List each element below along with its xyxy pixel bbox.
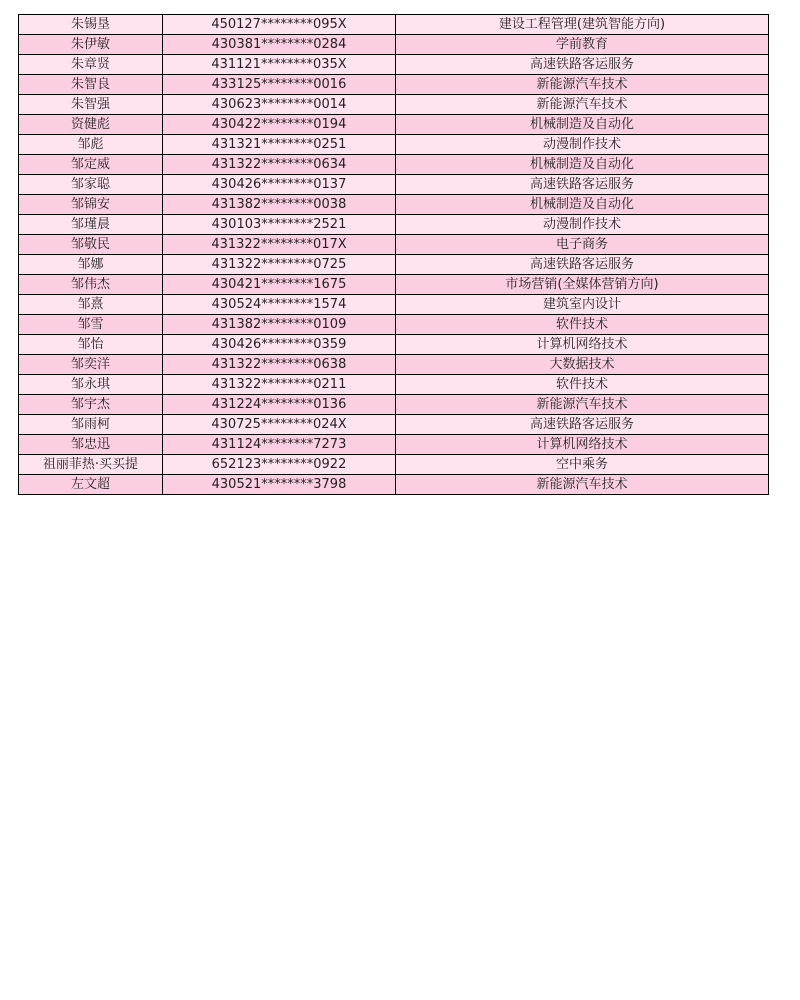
student-name-cell: 祖丽菲热·买买提 [19,455,163,475]
table-row [19,215,769,235]
id-number-cell: 431382********0038 [163,195,396,215]
major-cell: 新能源汽车技术 [396,95,769,115]
table-row [19,55,769,75]
student-name-cell: 朱智强 [19,95,163,115]
student-table [18,14,769,495]
student-name-cell: 邹娜 [19,255,163,275]
table-row [19,115,769,135]
table-row [19,275,769,295]
student-name-cell: 左文超 [19,475,163,495]
table-row [19,375,769,395]
id-number-cell: 430524********1574 [163,295,396,315]
student-name-cell: 邹宇杰 [19,395,163,415]
major-cell: 机械制造及自动化 [396,155,769,175]
id-number-cell: 430421********1675 [163,275,396,295]
table-row [19,435,769,455]
student-name-cell: 邹锦安 [19,195,163,215]
id-number-cell: 431121********035X [163,55,396,75]
id-number-cell: 430103********2521 [163,215,396,235]
major-cell: 新能源汽车技术 [396,395,769,415]
major-cell: 电子商务 [396,235,769,255]
student-name-cell: 邹彪 [19,135,163,155]
major-cell: 动漫制作技术 [396,215,769,235]
major-cell: 空中乘务 [396,455,769,475]
table-row [19,395,769,415]
major-cell: 软件技术 [396,375,769,395]
id-number-cell: 431322********0211 [163,375,396,395]
id-number-cell: 431322********0634 [163,155,396,175]
table-row [19,415,769,435]
major-cell: 市场营销(全媒体营销方向) [396,275,769,295]
student-name-cell: 朱锡垦 [19,15,163,35]
table-row [19,35,769,55]
student-table-page [18,14,768,495]
major-cell: 计算机网络技术 [396,435,769,455]
student-name-cell: 朱伊敏 [19,35,163,55]
student-name-cell: 邹伟杰 [19,275,163,295]
student-name-cell: 邹永琪 [19,375,163,395]
table-row [19,155,769,175]
table-row [19,135,769,155]
id-number-cell: 652123********0922 [163,455,396,475]
table-row [19,255,769,275]
student-name-cell: 邹熹 [19,295,163,315]
student-name-cell: 邹怡 [19,335,163,355]
id-number-cell: 431124********7273 [163,435,396,455]
major-cell: 动漫制作技术 [396,135,769,155]
id-number-cell: 431322********0725 [163,255,396,275]
table-row [19,235,769,255]
table-row [19,315,769,335]
major-cell: 软件技术 [396,315,769,335]
table-row [19,95,769,115]
student-name-cell: 邹敬民 [19,235,163,255]
id-number-cell: 431322********017X [163,235,396,255]
id-number-cell: 430381********0284 [163,35,396,55]
table-row [19,455,769,475]
major-cell: 高速铁路客运服务 [396,415,769,435]
id-number-cell: 433125********0016 [163,75,396,95]
major-cell: 高速铁路客运服务 [396,175,769,195]
table-row [19,355,769,375]
id-number-cell: 430426********0359 [163,335,396,355]
major-cell: 新能源汽车技术 [396,75,769,95]
student-name-cell: 邹奕洋 [19,355,163,375]
id-number-cell: 431224********0136 [163,395,396,415]
student-name-cell: 邹雪 [19,315,163,335]
id-number-cell: 430422********0194 [163,115,396,135]
table-row [19,475,769,495]
student-name-cell: 朱章贤 [19,55,163,75]
id-number-cell: 430521********3798 [163,475,396,495]
student-name-cell: 邹瑾晨 [19,215,163,235]
student-name-cell: 邹家聪 [19,175,163,195]
student-name-cell: 邹忠迅 [19,435,163,455]
student-name-cell: 邹雨柯 [19,415,163,435]
major-cell: 建筑室内设计 [396,295,769,315]
major-cell: 计算机网络技术 [396,335,769,355]
major-cell: 建设工程管理(建筑智能方向) [396,15,769,35]
table-row [19,335,769,355]
major-cell: 大数据技术 [396,355,769,375]
major-cell: 学前教育 [396,35,769,55]
id-number-cell: 431382********0109 [163,315,396,335]
major-cell: 机械制造及自动化 [396,195,769,215]
id-number-cell: 431321********0251 [163,135,396,155]
table-row [19,15,769,35]
id-number-cell: 430426********0137 [163,175,396,195]
id-number-cell: 430623********0014 [163,95,396,115]
student-name-cell: 资健彪 [19,115,163,135]
major-cell: 高速铁路客运服务 [396,255,769,275]
table-row [19,175,769,195]
major-cell: 机械制造及自动化 [396,115,769,135]
student-name-cell: 邹定威 [19,155,163,175]
table-body [19,15,769,495]
table-row [19,295,769,315]
table-row [19,75,769,95]
table-row [19,195,769,215]
id-number-cell: 431322********0638 [163,355,396,375]
id-number-cell: 450127********095X [163,15,396,35]
major-cell: 高速铁路客运服务 [396,55,769,75]
id-number-cell: 430725********024X [163,415,396,435]
major-cell: 新能源汽车技术 [396,475,769,495]
student-name-cell: 朱智良 [19,75,163,95]
